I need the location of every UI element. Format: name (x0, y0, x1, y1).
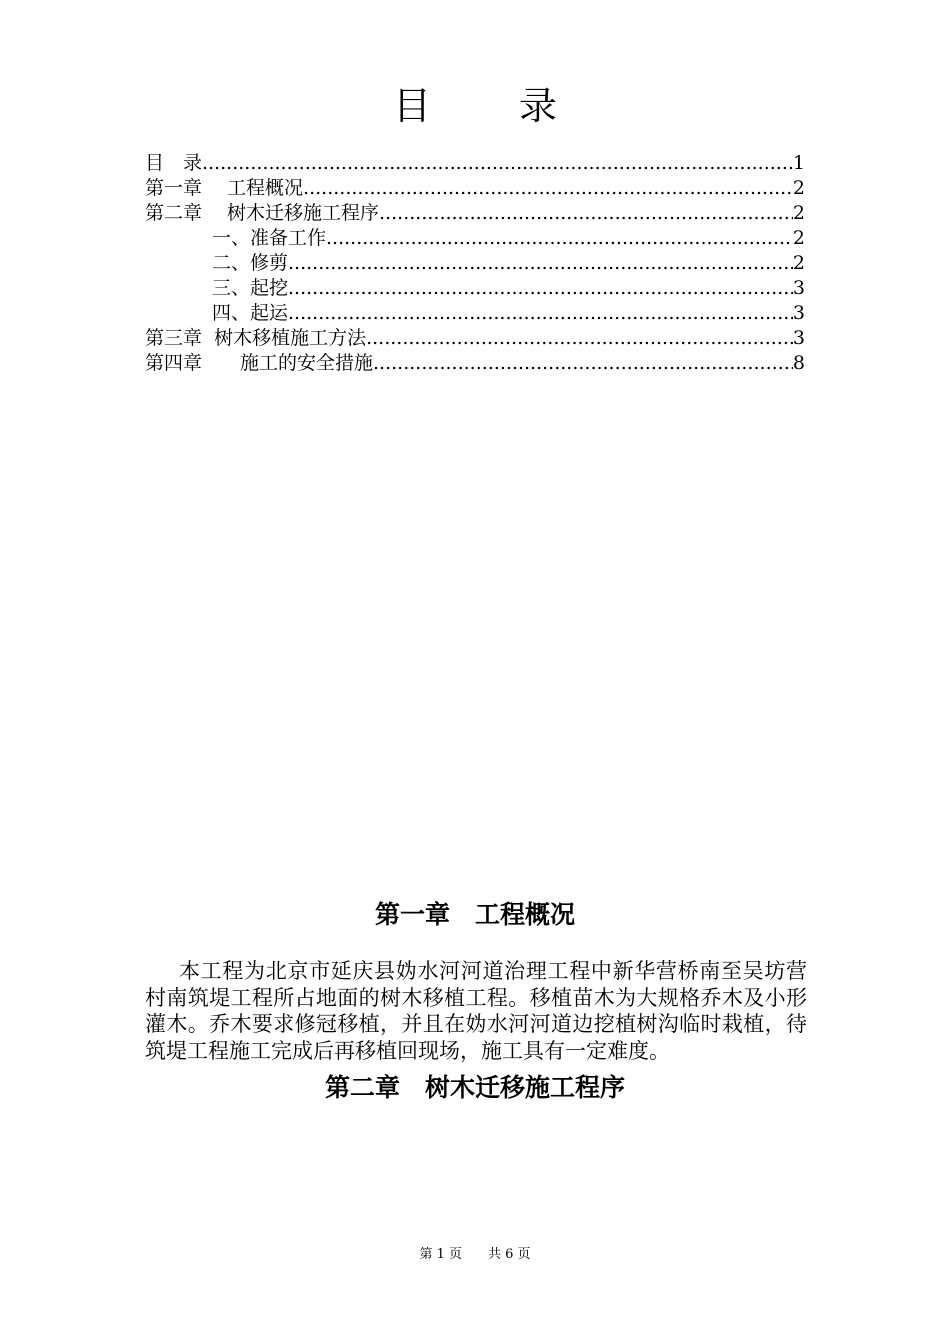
toc-leader-dots (288, 251, 793, 276)
toc-leader-dots (288, 276, 793, 301)
toc-entry-label: 三、起挖 (212, 277, 289, 299)
toc-entry-label: 四、起运 (212, 302, 289, 324)
toc-title: 目 录 (392, 84, 596, 128)
toc-entry-page: 3 (792, 277, 805, 299)
toc-leader-dots (326, 226, 793, 251)
toc-entry-label: 第四章 施工的安全措施 (145, 352, 374, 374)
toc-subentry[interactable] (145, 276, 805, 301)
toc-leader-dots (366, 326, 793, 351)
toc-entry-page: 2 (792, 227, 805, 249)
toc-entry[interactable] (145, 351, 805, 376)
toc-subentry[interactable] (145, 251, 805, 276)
toc-leader-dots (379, 201, 793, 226)
chapter-1-paragraph: 本工程为北京市延庆县妫水河河道治理工程中新华营桥南至吴坊营村南筑堤工程所占地面的树木移植工程。移植苗木为大规格乔木及小形灌木。乔木要求修冠移植，并且在妫水河河道边挖植树沟临时栽植，待筑堤工程施工完成后再移植回现场，施工具有一定难度。 (145, 959, 807, 1063)
toc-entry-label: 第二章 树木迁移施工程序 (145, 202, 380, 224)
toc-entry-label: 目 录 (145, 152, 203, 174)
toc-entry-label: 二、修剪 (212, 252, 289, 274)
toc-subentry[interactable] (145, 226, 805, 251)
toc-subentry[interactable] (145, 301, 805, 326)
toc-entry-page: 1 (792, 152, 805, 174)
toc-entry-page: 3 (792, 327, 805, 349)
toc-entry[interactable] (145, 201, 805, 226)
toc-entry-label: 一、准备工作 (212, 227, 327, 249)
toc-entry-page: 8 (792, 352, 805, 374)
toc-entry-page: 2 (792, 252, 805, 274)
toc-entry-page: 2 (792, 202, 805, 224)
toc-entry[interactable] (145, 151, 805, 176)
chapter-2-heading: 第二章 树木迁移施工程序 (324, 1073, 625, 1102)
toc-leader-dots (373, 351, 793, 376)
toc-entry-page: 2 (792, 177, 805, 199)
chapter-1-heading: 第一章 工程概况 (374, 900, 575, 929)
toc-leader-dots (288, 301, 793, 326)
toc-entry[interactable] (145, 326, 805, 351)
page-footer: 第 1 页 共 6 页 (419, 1247, 531, 1262)
toc-leader-dots (303, 176, 793, 201)
table-of-contents (145, 151, 805, 376)
toc-leader-dots (202, 151, 793, 176)
toc-entry-label: 第三章 树木移植施工方法 (145, 327, 367, 349)
toc-entry-page: 3 (792, 302, 805, 324)
toc-entry[interactable] (145, 176, 805, 201)
toc-entry-label: 第一章 工程概况 (145, 177, 304, 199)
